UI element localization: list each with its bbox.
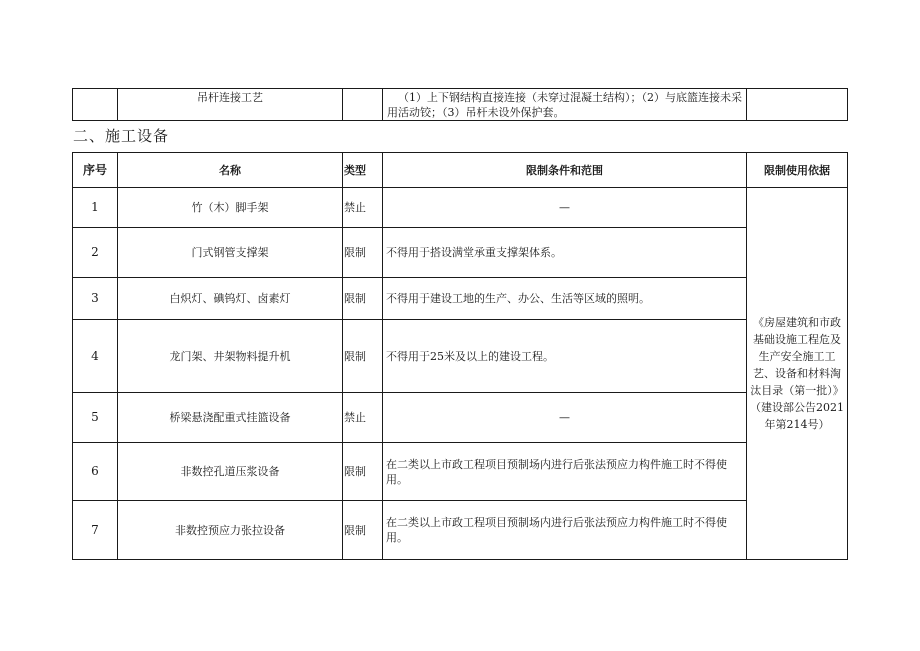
cell-no: 7 [73,501,118,560]
cell-no: 6 [73,443,118,501]
cell-type [343,89,383,121]
header-basis: 限制使用依据 [747,153,848,188]
cell-name: 龙门架、井架物料提升机 [118,320,343,393]
cell-name: 非数控预应力张拉设备 [118,501,343,560]
table-row [73,501,848,560]
table-row [73,188,848,228]
cell-type: 禁止 [343,188,383,228]
table-row [73,278,848,320]
cell-conditions: 不得用于25米及以上的建设工程。 [383,320,747,393]
cell-conditions: 在二类以上市政工程项目预制场内进行后张法预应力构件施工时不得使用。 [383,443,747,501]
table-row [73,443,848,501]
cell-type: 限制 [343,443,383,501]
header-no: 序号 [73,153,118,188]
cell-conditions: — [383,188,747,228]
cell-no [73,89,118,121]
cell-name: 非数控孔道压浆设备 [118,443,343,501]
cell-name: 门式钢管支撑架 [118,228,343,278]
cell-type: 限制 [343,320,383,393]
cell-name: 吊杆连接工艺 [118,89,343,121]
cell-conditions: 不得用于搭设满堂承重支撑架体系。 [383,228,747,278]
table-row [73,320,848,393]
cell-basis: 《房屋建筑和市政基础设施工程危及生产安全施工工艺、设备和材料淘汰目录（第一批）》（建设部公告2021年第214号） [747,188,848,560]
table-row [73,393,848,443]
cell-conditions: — [383,393,747,443]
table-header-row [73,153,848,188]
table-row [73,228,848,278]
cell-type: 禁止 [343,393,383,443]
cell-no: 1 [73,188,118,228]
previous-table-continuation [72,88,848,121]
cell-name: 桥梁悬浇配重式挂篮设备 [118,393,343,443]
cell-type: 限制 [343,501,383,560]
header-type: 类型 [343,153,383,188]
equipment-table [72,152,848,560]
section-heading: 二、施工设备 [73,127,170,145]
cell-type: 限制 [343,278,383,320]
cell-no: 2 [73,228,118,278]
table-row [73,89,848,121]
cell-conditions: 在二类以上市政工程项目预制场内进行后张法预应力构件施工时不得使用。 [383,501,747,560]
cell-no: 5 [73,393,118,443]
cell-name: 竹（木）脚手架 [118,188,343,228]
cell-description: （1）上下钢结构直接连接（未穿过混凝土结构）；（2）与底篮连接未采用活动铰；（3）吊杆未设外保护套。 [383,89,747,121]
cell-basis [747,89,848,121]
cell-type: 限制 [343,228,383,278]
header-conditions: 限制条件和范围 [383,153,747,188]
cell-no: 3 [73,278,118,320]
header-name: 名称 [118,153,343,188]
cell-no: 4 [73,320,118,393]
cell-conditions: 不得用于建设工地的生产、办公、生活等区域的照明。 [383,278,747,320]
cell-name: 白炽灯、碘钨灯、卤素灯 [118,278,343,320]
